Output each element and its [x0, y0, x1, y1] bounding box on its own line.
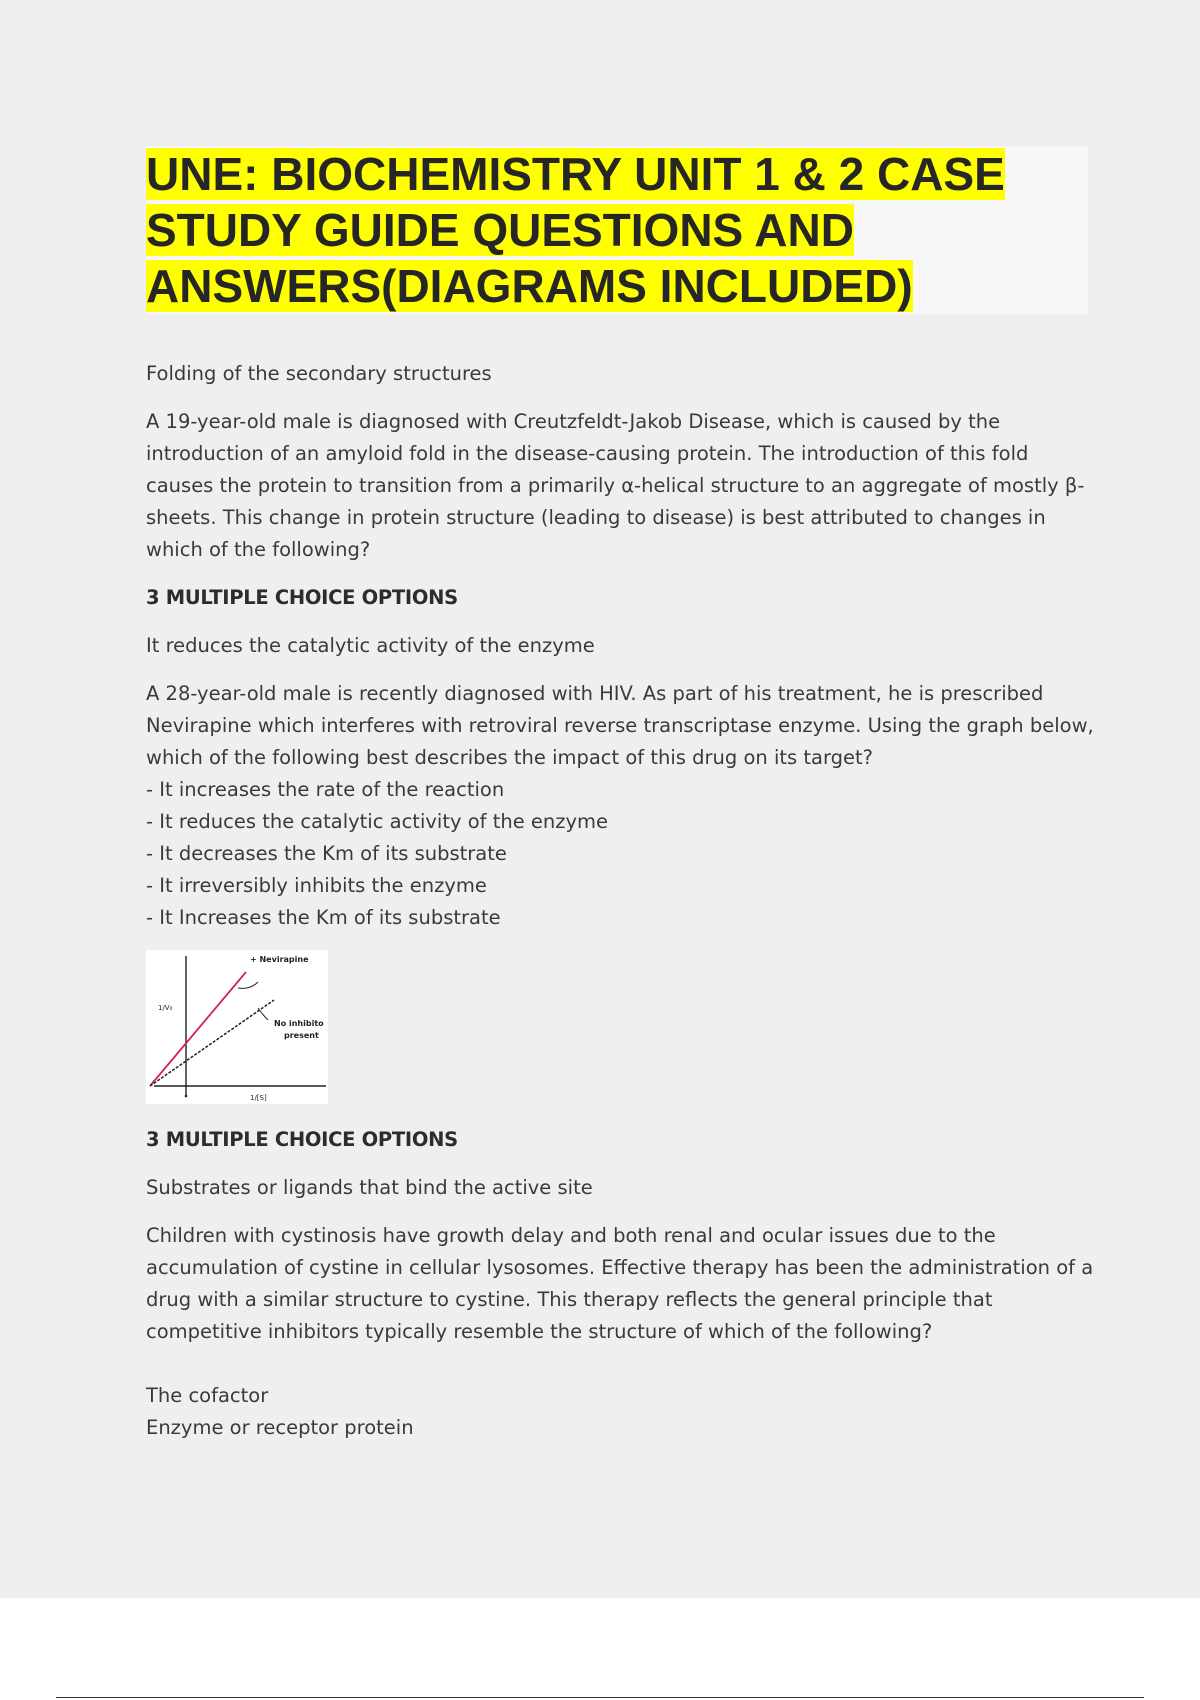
answer-text: Folding of the secondary structures [146, 362, 492, 385]
option-item: - It reduces the catalytic activity of the enzyme [146, 810, 609, 833]
document-body [146, 358, 1094, 1444]
option-item: - It irreversibly inhibits the enzyme [146, 874, 487, 897]
option-item: The cofactor [146, 1384, 269, 1407]
title-line-1: UNE: BIOCHEMISTRY UNIT 1 & 2 CASE [146, 148, 1005, 200]
title-block [146, 146, 1088, 314]
option-item: - It decreases the Km of its substrate [146, 842, 507, 865]
options-list [146, 1380, 1094, 1444]
option-item: - It Increases the Km of its substrate [146, 906, 501, 929]
no-inhibitor-label-1: No inhibito [274, 1019, 324, 1028]
lineweaver-burk-graph [146, 950, 328, 1104]
answer-text: It reduces the catalytic activity of the enzyme [146, 634, 595, 657]
no-inhibitor-label-2: present [284, 1031, 319, 1040]
title-line-3: ANSWERS(DIAGRAMS INCLUDED) [146, 260, 913, 312]
nevirapine-pointer [238, 982, 258, 988]
question-text: A 28-year-old male is recently diagnosed with HIV. As part of his treatment, he is prescribed Nevirapine which interferes with retroviral reverse transcriptase enzyme. Using the graph below, which of the following best describes the impact of this drug on its target? [146, 682, 1094, 769]
origin-mark [185, 1095, 188, 1098]
section-heading: 3 MULTIPLE CHOICE OPTIONS [146, 586, 458, 609]
question-text: Children with cystinosis have growth delay and both renal and ocular issues due to the accumulation of cystine in cellular lysosomes. Effective therapy has been the administration of a drug with a similar structure to cystine. This therapy reflects the general principle that competitive inhibitors typically resemble the structure of which of the following? [146, 1224, 1094, 1343]
no-inhibitor-pointer [258, 1008, 268, 1020]
y-axis-label: 1/V₀ [158, 1004, 173, 1012]
x-axis-label: 1/[S] [250, 1094, 267, 1102]
question-text: A 19-year-old male is diagnosed with Creutzfeldt-Jakob Disease, which is caused by the introduction of an amyloid fold in the disease-causing protein. The introduction of this fold causes the protein to transition from a primarily α-helical structure to an aggregate of mostly β-sheets. This change in protein structure (leading to disease) is best attributed to changes in which of the following? [146, 410, 1085, 561]
option-item: Enzyme or receptor protein [146, 1416, 414, 1439]
section-heading: 3 MULTIPLE CHOICE OPTIONS [146, 1128, 458, 1151]
title-line-2: STUDY GUIDE QUESTIONS AND [146, 204, 854, 256]
options-list [146, 774, 1094, 934]
document-title [146, 146, 1088, 314]
answer-text: Substrates or ligands that bind the active site [146, 1176, 593, 1199]
option-item: - It increases the rate of the reaction [146, 778, 505, 801]
nevirapine-label: + Nevirapine [250, 955, 309, 964]
page-divider [56, 1697, 1144, 1698]
